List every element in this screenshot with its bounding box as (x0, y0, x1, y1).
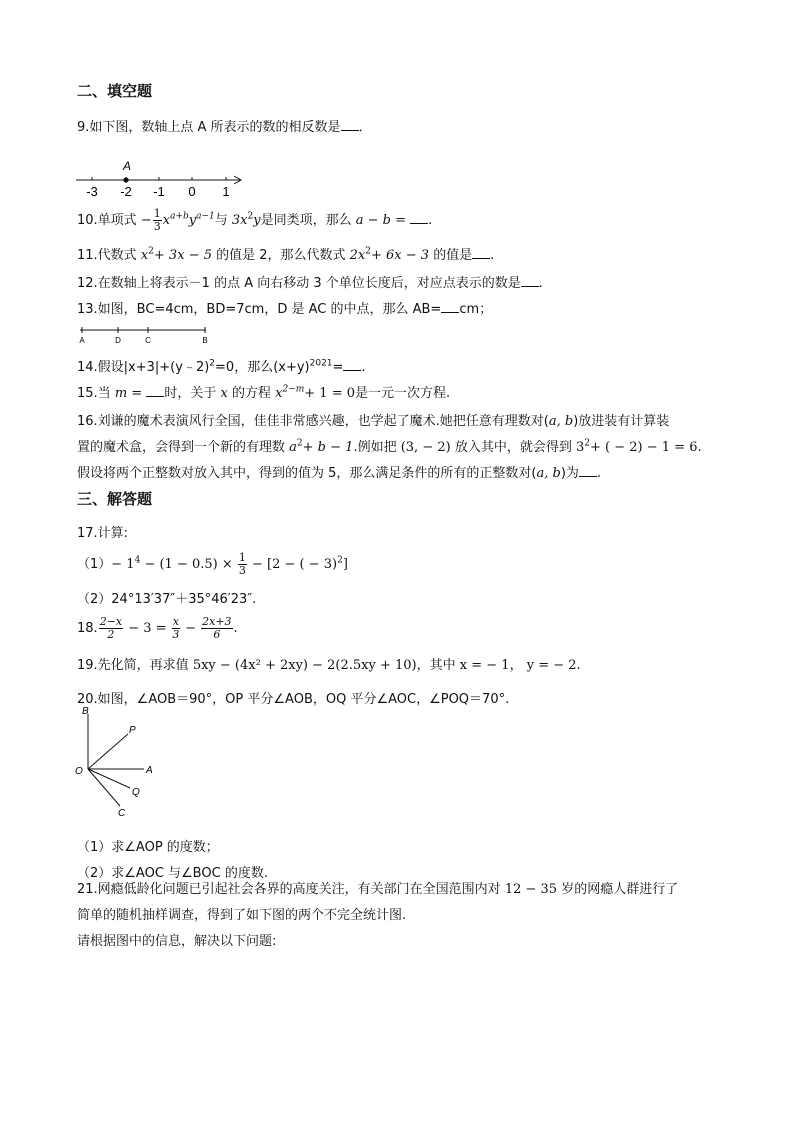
tick-label: -3 (86, 184, 98, 199)
label-c: C (118, 808, 126, 819)
ray-op (88, 734, 128, 769)
number-line-figure (70, 158, 250, 200)
question-16-line-3: 假设将两个正整数对放入其中，得到的值为 5，那么满足条件的所有的正整数对(a, b)为 . (77, 466, 602, 481)
answer-blank (472, 246, 490, 259)
point-a-dot (123, 177, 128, 182)
question-16-line-2: 置的魔术盒，会得到一个新的有理数 $a^2+ b - 1$.例如把 (3, − 2) 放入其中，就会得到 $3^2+$ ( − 2) − 1 = 6. (77, 438, 702, 455)
question-9 (77, 116, 372, 135)
label-a: A (146, 765, 153, 776)
question-17: 17.计算: (77, 526, 129, 541)
label-o: O (75, 766, 83, 777)
question-18: 18. $\frac{2-x}{2}$ − 3 = $\frac{x}{3}$ − $\frac{2x+3}{6}$ . (77, 615, 238, 641)
answer-blank (579, 464, 597, 477)
answer-blank (441, 300, 459, 313)
tick-label: 1 (222, 184, 230, 199)
question-13: 13.如图，BC=4cm，BD=7cm，D 是 AC 的中点，那么 AB= cm； (77, 302, 493, 317)
question-16-line-1: 16.刘谦的魔术表演风行全国，佳佳非常感兴趣，也学起了魔术.她把任意有理数对(a, b)放进装有计算装 (77, 414, 670, 429)
answer-blank (521, 274, 539, 287)
point-label: B (202, 336, 208, 345)
question-20-part-1: （1）求∠AOP 的度数； (77, 840, 219, 855)
answer-blank (146, 384, 164, 397)
question-17-part-1: $(1)- 1^4 - (1 - 0.5)$ × $\frac{1}{3}$ − [2 − ( − 3)$^2$] (77, 551, 348, 577)
ray-oc (88, 769, 120, 806)
segment-figure (74, 322, 214, 346)
tick-label: -2 (120, 184, 132, 199)
label-b: B (82, 706, 89, 717)
answer-blank (343, 358, 361, 371)
section-3-heading: 三、解答题 (77, 490, 153, 508)
section-2-heading: 二、填空题 (77, 82, 153, 100)
point-a-label: A (123, 159, 132, 173)
ray-oq (88, 769, 130, 788)
question-11: 11.代数式 $x^2+ 3x - 5$ 的值是 2，那么代数式 $2x^2+ 6x - 3$ 的值是 . (77, 246, 495, 263)
q10-text: 10.单项式 (77, 213, 137, 228)
question-15: 15.当 m = 时，关于 x 的方程 $x^{2-m}+ 1 = 0$是一元一次方程. (77, 384, 451, 401)
point-label: C (145, 336, 151, 345)
q10-expression: a − b = (355, 213, 407, 228)
q9-end: ． (358, 120, 372, 135)
q9-text: 9.如下图，数轴上点 A 所表示的数的相反数是 (77, 120, 341, 135)
question-21-line-2: 简单的随机抽样调查，得到了如下图的两个不完全统计图. (77, 908, 407, 923)
answer-blank (341, 118, 359, 131)
question-17-part-2: （2）24°13′37″＋35°46′23″. (77, 592, 257, 607)
fraction-one-third: $\frac{1}{3}$ (153, 207, 161, 233)
tick-label: 0 (188, 184, 196, 199)
question-20-part-2: （2）求∠AOC 与∠BOC 的度数. (77, 866, 268, 881)
point-label: D (115, 336, 121, 345)
angle-figure (70, 702, 170, 822)
question-21-line-3: 请根据图中的信息，解决以下问题: (77, 934, 277, 949)
label-q: Q (132, 787, 140, 798)
tick-label: -1 (153, 184, 165, 199)
label-p: P (129, 725, 136, 736)
question-21-line-1: 21.网瘾低龄化问题已引起社会各界的高度关注，有关部门在全国范围内对 12 − 35 岁的网瘾人群进行了 (77, 882, 679, 897)
question-19: 19.先化简，再求值 5xy − (4x² + 2xy) − 2(2.5xy + 10)，其中 x = − 1， y = − 2. (77, 658, 581, 673)
question-12: 12.在数轴上将表示－1 的点 A 向右移动 3 个单位长度后，对应点表示的数是 . (77, 276, 543, 291)
question-20: 20.如图，∠AOB＝90°，OP 平分∠AOB，OQ 平分∠AOC，∠POQ＝70°. (77, 692, 510, 707)
question-14: 14.假设|x+3|+(y﹣2)$^2$=0，那么$(x+y)^{2021}=$ . (77, 358, 366, 375)
question-10: 10.单项式 − $\frac{1}{3}$ $x^{a+b}y^{a-1}$与 $3x^2y$是同类项，那么 a − b = . (77, 207, 433, 233)
answer-blank (410, 211, 428, 224)
point-label: A (79, 336, 85, 345)
